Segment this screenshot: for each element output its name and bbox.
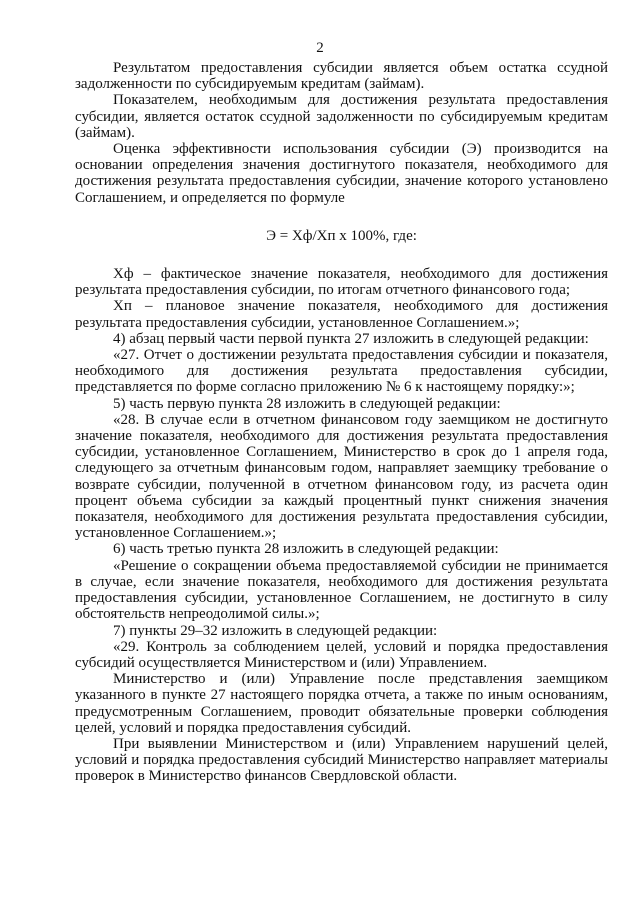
paragraph-clause-28: «28. В случае если в отчетном финансовом году заемщиком не достигнуто значение показателя, необходимого для достижения результата предоставления субсидии, установленное Соглашением, Министерство в срок до 1 апреля года, следующего за отчетным финансовым годом, направляет заемщику требование о возврате субсидии, полученной в отчетном финансовом году, из расчета один процент объема субсидии за каждый процентный пункт снижения значения показателя, необходимого для достижения результата предоставления субсидии, установленное Соглашением.»;: [75, 411, 608, 542]
paragraph-planned-value: Хп – плановое значение показателя, необходимого для достижения результата предоставления субсидии, установленное Соглашением.»;: [75, 298, 608, 331]
document-body: [75, 60, 608, 785]
paragraph-actual-value: Хф – фактическое значение показателя, необходимого для достижения результата предоставления субсидии, по итогам отчетного финансового года;: [75, 266, 608, 299]
paragraph-evaluation: Оценка эффективности использования субсидии (Э) производится на основании определения значения достигнутого показателя, необходимого для достижения результата предоставления субсидии, значение которого установлено Соглашением, и определяется по формуле: [75, 141, 608, 206]
page-number: 2: [316, 40, 324, 56]
paragraph-clause-29: «29. Контроль за соблюдением целей, условий и порядка предоставления субсидий осуществляется Министерством и (или) Управлением.: [75, 638, 608, 671]
paragraph-indicator: Показателем, необходимым для достижения результата предоставления субсидии, является остаток ссудной задолженности по субсидируемым кредитам (займам).: [75, 92, 608, 141]
paragraph-amendment-5: 5) часть первую пункта 28 изложить в следующей редакции:: [113, 395, 501, 412]
paragraph-inspections: Министерство и (или) Управление после представления заемщиком указанного в пункте 27 настоящего порядка отчета, а также по иным основаниям, предусмотренным Соглашением, проводит обязательные проверки соблюдения целей, условий и порядка предоставления субсидий.: [75, 671, 608, 736]
paragraph-violations: При выявлении Министерством и (или) Управлением нарушений целей, условий и порядка предоставления субсидий Министерство направляет материалы проверок в Министерство финансов Свердловской области.: [75, 735, 608, 785]
paragraph-amendment-4: 4) абзац первый части первой пункта 27 изложить в следующей редакции:: [113, 330, 589, 347]
formula: Э = Хф/Хп х 100%, где:: [266, 227, 417, 244]
paragraph-amendment-7: 7) пункты 29–32 изложить в следующей редакции:: [113, 622, 438, 639]
paragraph-result: Результатом предоставления субсидии является объем остатка ссудной задолженности по субсидируемым кредитам (займам).: [75, 60, 608, 93]
paragraph-clause-28-part-3: «Решение о сокращении объема предоставляемой субсидии не принимается в случае, если значение показателя, необходимого для достижения результата предоставления субсидии, установленное Соглашением, не достигнуто в силу обстоятельств непреодолимой силы.»;: [75, 557, 608, 623]
paragraph-amendment-6: 6) часть третью пункта 28 изложить в следующей редакции:: [113, 541, 499, 558]
paragraph-clause-27: «27. Отчет о достижении результата предоставления субсидии и показателя, необходимого для достижения результата предоставления субсидии, представляется по форме согласно приложению № 6 к настоящему порядку:»;: [75, 347, 608, 396]
